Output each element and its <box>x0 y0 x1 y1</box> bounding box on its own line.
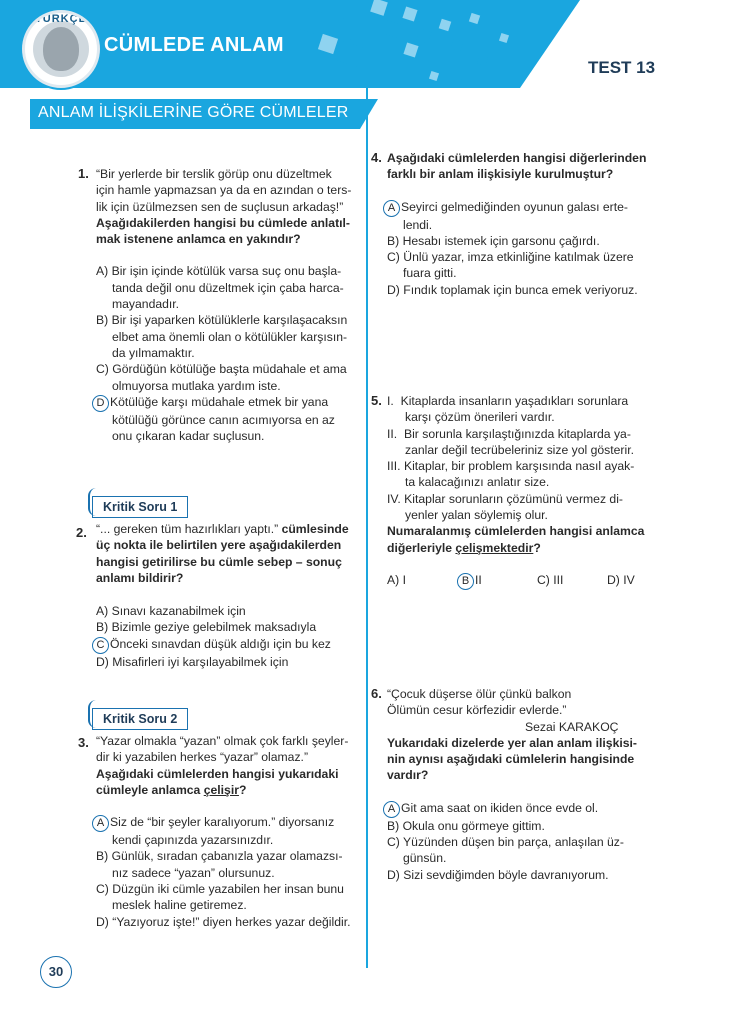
q1-option-c[interactable]: C) Gördüğün kötülüğe başta müdahale et ama olmuyorsa mutlaka yardım iste. <box>96 362 347 393</box>
q6-option-b[interactable]: B) Okula onu görmeye gittim. <box>387 818 545 833</box>
q4-option-b[interactable]: B) Hesabı istemek için garsonu çağırdı. <box>387 233 600 248</box>
selected-answer-circle: D <box>92 395 109 412</box>
question-5: I. Kitaplarda insanların yaşadıkları sorunlara karşı çözüm önerileri vardır. II. Bir sorunla karşılaştığınızda kitaplarda ya- zanlar değil tecrübeleriniz size yol gösterir. III. Kitaplar, bir problem karşısında nasıl ayak- ta kalacağınızı anlatır size. IV. Kitaplar sorunların çözümünü vermez di- yenler yalan söylemiş olur. Numaralanmış cümlelerden hangisi anlamca diğerleriyle çelişmektedir? <box>387 393 667 556</box>
q1-number: 1. <box>78 166 89 181</box>
question-1 <box>96 166 362 444</box>
selected-answer-circle: A <box>92 815 109 832</box>
question-2: “... gereken tüm hazırlıkları yaptı.” cümlesinde üç nokta ile belirtilen yere aşağıdakilerden hangisi getirilirse bu cümle sebep – sonuç anlamı bildirir? A) Sınavı kazanabilmek için B) Bizimle geziye gelebilmek maksadıyla C Önceki sınavdan düşük aldığı için bu kez D) Misafirleri iyi karşılayabilmek için <box>96 521 362 670</box>
q1-option-d[interactable]: D Kötülüğe karşı müdahale etmek bir yana kötülüğü görünce canın acımıyorsa en az onu çıkaran kadar suçlusun. <box>96 394 362 445</box>
q1-text-line: “Bir yerlerde bir terslik görüp onu düzeltmek <box>96 167 332 181</box>
q5-item-1: I. Kitaplarda insanların yaşadıkları sorunlara karşı çözüm önerileri vardır. <box>387 394 629 425</box>
q3-option-b[interactable]: B) Günlük, sıradan çabanızla yazar olamazsı- nız sadece “yazan” olursunuz. <box>96 849 343 880</box>
selected-answer-circle: C <box>92 637 109 654</box>
q2-option-d[interactable]: D) Misafirleri iyi karşılayabilmek için <box>96 654 289 669</box>
q2-option-b[interactable]: B) Bizimle geziye gelebilmek maksadıyla <box>96 620 317 635</box>
q5-item-4: IV. Kitaplar sorunların çözümünü vermez di- yenler yalan söylemiş olur. <box>387 491 623 523</box>
q4-option-a[interactable]: A Seyirci gelmediğinden oyunun galası erte- lendi. <box>387 199 667 233</box>
question-4: Aşağıdaki cümlelerden hangisi diğerlerinden farklı bir anlam ilişkisiyle kurulmuştur? A Seyirci gelmediğinden oyunun galası erte- lendi. B) Hesabı istemek için garsonu çağırdı. C) Ünlü yazar, imza etkinliğine katılmak üzere fuara gitti. D) Fındık toplamak için bunca emek veriyoruz. <box>387 150 667 298</box>
q2-option-a[interactable]: A) Sınavı kazanabilmek için <box>96 604 246 619</box>
q5-option-a[interactable]: A) I <box>387 573 406 587</box>
q4-option-d[interactable]: D) Fındık toplamak için bunca emek veriyoruz. <box>387 282 638 297</box>
test-label: TEST 13 <box>588 58 656 77</box>
question-3: “Yazar olmakla “yazan” olmak çok farklı şeyler- dir ki yazabilen herkes “yazar” olamaz.” Aşağıdaki cümlelerden hangisi yukarıdaki cümleyle anlamca çelişir? A Siz de “bir şeyler karalıyorum.” diyorsanız kendi çapınızda yazarsınızdır. B) Günlük, sıradan çabanızla yazar olamazsı- nız sadece “yazan” olursunuz. C) Düzgün iki cümle yazabilen her insan bunu meslek haline getiremez. D) “Yazıyoruz işte!” diyen herkes yazar değildir. <box>96 733 362 930</box>
q1-option-b[interactable]: B) Bir işi yaparken kötülüklerle karşılaşacaksın elbet ama önemli olan o kötülükler karşısın- da yılmamaktır. <box>96 313 348 360</box>
turkce-logo <box>22 10 100 88</box>
q2-number: 2. <box>76 525 87 540</box>
q1-question-line: mak istenene anlamca en yakındır? <box>96 232 301 247</box>
q5-option-b[interactable]: B II <box>461 572 482 590</box>
q5-item-3: III. Kitaplar, bir problem karşısında nasıl ayak- ta kalacağınızı anlatır size. <box>387 459 635 490</box>
selected-answer-circle: B <box>457 573 474 590</box>
q1-option-a[interactable]: A) Bir işin içinde kötülük varsa suç onu başla- tanda değil onu düzeltmek için çaba harca- mayandadır. <box>96 264 344 312</box>
q5-option-d[interactable]: D) IV <box>607 573 635 587</box>
selected-answer-circle: A <box>383 200 400 217</box>
q3-option-a[interactable]: A Siz de “bir şeyler karalıyorum.” diyorsanız kendi çapınızda yazarsınızdır. <box>96 814 362 848</box>
q4-option-c[interactable]: C) Ünlü yazar, imza etkinliğine katılmak üzere fuara gitti. <box>387 250 634 281</box>
q6-number: 6. <box>371 686 382 701</box>
q3-number: 3. <box>78 735 89 750</box>
q5-number: 5. <box>371 393 382 408</box>
kritik-soru-2-label: Kritik Soru 2 <box>92 708 188 730</box>
q6-option-c[interactable]: C) Yüzünden düşen bin parça, anlaşılan üz- günsün. <box>387 835 624 866</box>
q2-option-c[interactable]: C Önceki sınavdan düşük aldığı için bu kez <box>96 636 362 654</box>
q1-text-line: lik için üzülmezsen sen de suçlusun arkadaş!” <box>96 199 344 214</box>
page-title: CÜMLEDE ANLAM <box>104 34 284 56</box>
section-title: ANLAM İLİŞKİLERİNE GÖRE CÜMLELER <box>38 104 349 121</box>
q3-option-d[interactable]: D) “Yazıyoruz işte!” diyen herkes yazar değildir. <box>96 914 351 929</box>
q6-author: Sezai KARAKOÇ <box>525 719 619 734</box>
q5-item-2: II. Bir sorunla karşılaştığınızda kitaplarda ya- zanlar değil tecrübeleriniz size yol gösterir. <box>387 426 634 457</box>
selected-answer-circle: A <box>383 801 400 818</box>
q1-question-line: Aşağıdakilerden hangisi bu cümlede anlatıl- <box>96 215 350 230</box>
logo-text: TÜRKÇE <box>35 13 87 25</box>
q5-options <box>387 572 667 590</box>
q6-option-a[interactable]: A Git ama saat on ikiden önce evde ol. <box>387 800 667 818</box>
q3-option-c[interactable]: C) Düzgün iki cümle yazabilen her insan bunu meslek haline getiremez. <box>96 882 344 913</box>
q6-poem-line: “Çocuk düşerse ölür çünkü balkon <box>387 687 572 701</box>
page-number: 30 <box>40 956 72 988</box>
q6-option-d[interactable]: D) Sizi sevdiğimden böyle davranıyorum. <box>387 867 609 882</box>
column-divider <box>366 78 368 968</box>
q5-option-c[interactable]: C) III <box>537 573 564 587</box>
q2-quote: “... gereken tüm hazırlıkları yaptı.” <box>96 522 279 536</box>
question-6: “Çocuk düşerse ölür çünkü balkon Ölümün cesur körfezidir evlerde.” Sezai KARAKOÇ Yukarıdaki dizelerde yer alan anlam ilişkisi- nin aynısı aşağıdaki cümlelerin hangisinde vardır? A Git ama saat on ikiden önce evde ol. B) Okula onu görmeye gittim. C) Yüzünden düşen bin parça, anlaşılan üz- günsün. D) Sizi sevdiğimden böyle davranıyorum. <box>387 686 667 883</box>
q4-number: 4. <box>371 150 382 165</box>
kritik-soru-1-label: Kritik Soru 1 <box>92 496 188 518</box>
q6-poem-line: Ölümün cesur körfezidir evlerde.” <box>387 703 567 718</box>
mascot-face-icon <box>43 27 79 71</box>
q1-text-line: için hamle yapmazsan ya da en azından o ters- <box>96 183 352 198</box>
